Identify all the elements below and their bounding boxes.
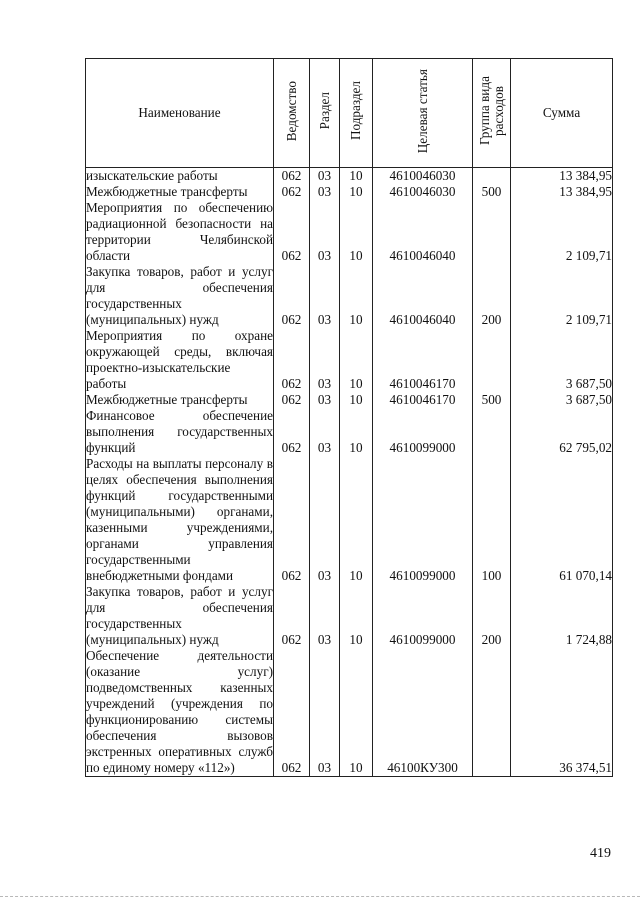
row-subsection: 10 [340, 184, 373, 200]
row-subsection: 10 [340, 648, 373, 777]
row-target: 4610046040 [373, 264, 473, 328]
row-subsection: 10 [340, 200, 373, 264]
row-dept: 062 [274, 184, 310, 200]
row-amount: 2 109,71 [511, 264, 613, 328]
row-name: Закупка товаров, работ и услуг для обеспечения государственных (муниципальных) нужд [86, 264, 273, 327]
table-row [86, 328, 613, 392]
row-name: Мероприятия по охране окружающей среды, включая проектно-изыскательские работы [86, 328, 273, 391]
row-subsection: 10 [340, 328, 373, 392]
row-dept: 062 [274, 264, 310, 328]
row-amount: 61 070,14 [511, 456, 613, 584]
table-row [86, 184, 613, 200]
row-subsection: 10 [340, 408, 373, 456]
row-dept: 062 [274, 168, 310, 185]
row-target: 4610046030 [373, 168, 473, 185]
row-target: 4610046030 [373, 184, 473, 200]
row-section: 03 [310, 584, 340, 648]
header-expense-group [473, 59, 511, 168]
row-amount: 13 384,95 [511, 184, 613, 200]
row-amount: 2 109,71 [511, 200, 613, 264]
row-target: 4610099000 [373, 456, 473, 584]
row-section: 03 [310, 648, 340, 777]
header-name: Наименование [86, 59, 274, 168]
header-target-label: Целевая статья [414, 68, 430, 154]
row-name: Обеспечение деятельности (оказание услуг) подведомственных казенных учреждений (учреждения по функционированию системы обеспечения вызовов экстренных оперативных служб по единому номеру «112») [86, 648, 273, 775]
row-subsection: 10 [340, 584, 373, 648]
row-amount: 13 384,95 [511, 168, 613, 185]
row-group: 200 [473, 264, 511, 328]
row-dept: 062 [274, 392, 310, 408]
row-dept: 062 [274, 584, 310, 648]
row-section: 03 [310, 200, 340, 264]
page-number: 419 [590, 846, 611, 861]
header-target [373, 59, 473, 168]
table-row [86, 264, 613, 328]
header-amount: Сумма [511, 59, 613, 168]
row-name: Финансовое обеспечение выполнения государственных функций [86, 408, 273, 455]
row-section: 03 [310, 328, 340, 392]
row-name: Межбюджетные трансферты [86, 392, 274, 408]
row-amount: 3 687,50 [511, 392, 613, 408]
row-name: Мероприятия по обеспечению радиационной безопасности на территории Челябинской области [86, 200, 273, 263]
row-name: Межбюджетные трансферты [86, 184, 274, 200]
table-row [86, 392, 613, 408]
header-section-label: Раздел [316, 92, 332, 130]
table-row [86, 648, 613, 777]
row-section: 03 [310, 184, 340, 200]
header-expense-group-label: Группа вида расходов [476, 76, 506, 146]
row-group [473, 648, 511, 777]
row-group [473, 328, 511, 392]
row-group: 100 [473, 456, 511, 584]
header-section [310, 59, 340, 168]
row-group: 500 [473, 392, 511, 408]
row-dept: 062 [274, 328, 310, 392]
row-group [473, 168, 511, 185]
row-section: 03 [310, 264, 340, 328]
row-dept: 062 [274, 200, 310, 264]
row-target: 4610099000 [373, 584, 473, 648]
header-dept-label: Ведомство [283, 80, 299, 142]
table-row [86, 456, 613, 584]
table-row [86, 584, 613, 648]
row-section: 03 [310, 392, 340, 408]
row-amount: 36 374,51 [511, 648, 613, 777]
row-group [473, 408, 511, 456]
row-dept: 062 [274, 408, 310, 456]
row-subsection: 10 [340, 392, 373, 408]
row-amount: 3 687,50 [511, 328, 613, 392]
table-row [86, 200, 613, 264]
row-group: 500 [473, 184, 511, 200]
row-subsection: 10 [340, 456, 373, 584]
page-bottom-rule [0, 896, 640, 897]
header-dept [274, 59, 310, 168]
row-target: 4610046170 [373, 328, 473, 392]
row-amount: 62 795,02 [511, 408, 613, 456]
header-subsection [340, 59, 373, 168]
row-subsection: 10 [340, 264, 373, 328]
row-group [473, 200, 511, 264]
header-subsection-label: Подраздел [348, 81, 363, 141]
row-name: Расходы на выплаты персоналу в целях обеспечения выполнения функций государственными (муниципальными) органами, казенными учреждениями, органами управления государственными внебюджетными фондами [86, 456, 273, 583]
row-group: 200 [473, 584, 511, 648]
row-target: 4610046040 [373, 200, 473, 264]
row-subsection: 10 [340, 168, 373, 185]
row-target: 4610046170 [373, 392, 473, 408]
row-name: Закупка товаров, работ и услуг для обеспечения государственных (муниципальных) нужд [86, 584, 273, 647]
row-section: 03 [310, 168, 340, 185]
row-name: изыскательские работы [86, 168, 274, 185]
table-row [86, 408, 613, 456]
row-dept: 062 [274, 456, 310, 584]
row-section: 03 [310, 456, 340, 584]
row-dept: 062 [274, 648, 310, 777]
budget-table [85, 58, 613, 777]
row-amount: 1 724,88 [511, 584, 613, 648]
table-header-row [86, 59, 613, 168]
row-section: 03 [310, 408, 340, 456]
row-target: 4610099000 [373, 408, 473, 456]
row-target: 46100КУ300 [373, 648, 473, 777]
table-row [86, 168, 613, 185]
